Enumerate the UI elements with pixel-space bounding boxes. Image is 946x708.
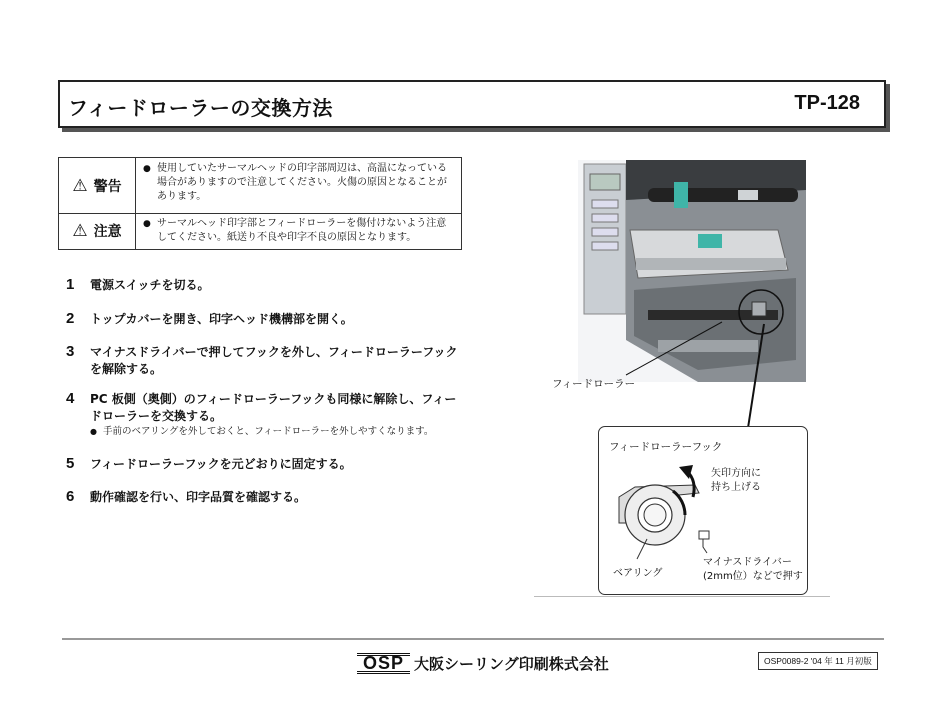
hook-detail-inset [598,426,808,595]
step-6: 6 動作確認を行い、印字品質を確認する。 [66,488,307,505]
step-1: 1 電源スイッチを切る。 [66,276,210,293]
bullet-icon: ● [90,427,97,436]
step-4-note: ● 手前のベアリングを外しておくと、フィードローラーを外しやすくなります。 [90,426,434,437]
step-4: 4 PC 板側（奥側）のフィードローラーフックも同様に解除し、フィードローラーを交換する。 ● 手前のベアリングを外しておくと、フィードローラーを外しやすくなります。 [66,391,466,439]
arrow-note-line-2: 持ち上げる [711,482,761,493]
bullet-icon: ● [143,164,151,174]
warning-label: ⚠ 警告 [59,158,136,213]
driver-note-line-1: マイナスドライバー [703,557,792,568]
step-5: 5 フィードローラーフックを元どおりに固定する。 [66,455,352,472]
page-title: フィードローラーの交換方法 [68,96,333,120]
arrow-note-line-1: 矢印方向に [711,468,761,479]
figure-divider [534,596,830,597]
caution-row [59,213,461,249]
warning-triangle-icon: ⚠ [72,175,88,196]
page-header [58,80,886,128]
bearing-label: ベアリング [613,568,663,579]
warning-row [59,158,461,214]
bullet-icon: ● [143,219,151,229]
model-number: TP-128 [794,92,860,114]
osp-logo-mark: OSP [357,653,410,674]
caution-table [58,157,462,250]
step-3: 3 マイナスドライバーで押してフックを外し、フィードローラーフックを解除する。 [66,343,458,376]
detail-title: フィードローラーフック [609,441,723,453]
footer-divider [62,638,884,640]
caution-triangle-icon: ⚠ [72,221,88,241]
caution-text: ● サーマルヘッド印字部とフィードローラーを傷付けないよう注意してください。紙送り不良や印字不良の原因となります。 [143,218,447,243]
company-logo [357,653,609,674]
caution-label: ⚠ 注意 [59,213,136,249]
feed-roller-label: フィードローラー [552,378,636,390]
warning-text: ● 使用していたサーマルヘッドの印字部周辺は、高温になっている場合がありますので注意してください。火傷の原因となることがあります。 [143,163,447,202]
step-2: 2 トップカバーを開き、印字ヘッド機構部を開く。 [66,310,353,327]
document-id: OSP0089-2 '04 年 11 月初版 [758,652,878,670]
leader-lines [540,160,850,440]
driver-note-line-2: (2mm位）などで押す [703,571,803,582]
company-name: 大阪シーリング印刷株式会社 [414,655,609,673]
